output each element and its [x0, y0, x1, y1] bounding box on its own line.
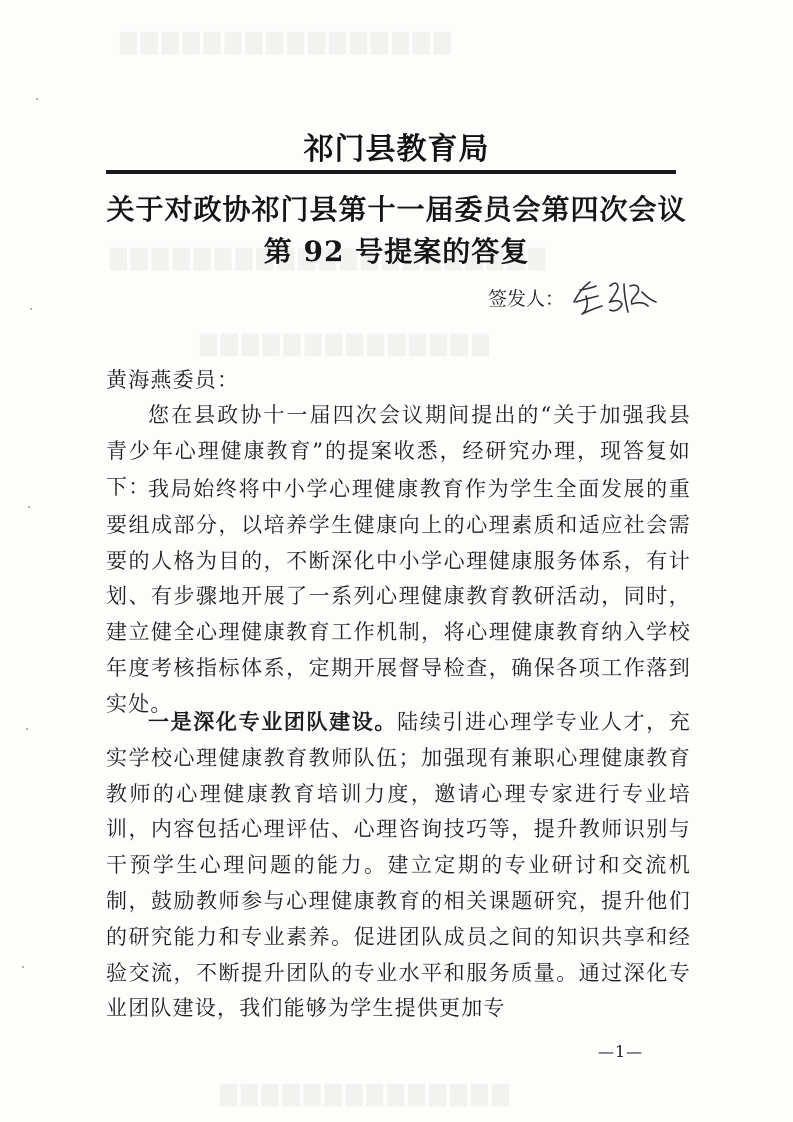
- scan-speck: [28, 506, 30, 508]
- handwritten-signature: [568, 272, 668, 318]
- paragraph-2-text: 我局始终将中小学心理健康教育作为学生全面发展的重要组成部分，以培养学生健康向上的心理素质和适应社会需要的人格为目的，不断深化中小学心理健康服务体系，有计划、有步骤地开展了一系列心理健康教育教研活动，同时，建立健全心理健康教育工作机制，将心理健康教育纳入学校年度考核指标体系，定期开展督导检查，确保各项工作落到实处。: [106, 477, 691, 716]
- paragraph-2: [106, 472, 691, 723]
- signer-label: 签发人：: [488, 288, 565, 310]
- salutation: 黄海燕委员：: [106, 368, 240, 392]
- document-title-line-2: 第 92 号提案的答复: [263, 235, 530, 268]
- paragraph-3-lead: 一是深化专业团队建设。: [148, 709, 398, 734]
- paragraph-1-text: 您在县政协十一届四次会议期间提出的“关于加强我县青少年心理健康教育”的提案收悉，经研究办理，现答复如下：: [106, 403, 691, 499]
- show-through-text: [120, 30, 455, 55]
- paragraph-3-text: 陆续引进心理学专业人才，充实学校心理健康教育教师队伍；加强现有兼职心理健康教育教师的心理健康教育培训力度，邀请心理专家进行专业培训，内容包括心理评估、心理咨询技巧等，提升教师识别与干预学生心理问题的能力。建立定期的专业研讨和交流机制，鼓励教师参与心理健康教育的相关课题研究，提升他们的研究能力和专业素养。促进团队成员之间的知识共享和经验交流，不断提升团队的专业水平和服务质量。通过深化专业团队建设，我们能够为学生提供更加专: [106, 710, 691, 1021]
- show-through-text: [200, 332, 493, 357]
- header-rule: [106, 170, 676, 174]
- scan-speck: [36, 98, 38, 100]
- paragraph-3: [106, 704, 691, 1027]
- scan-speck: [26, 728, 28, 730]
- agency-header: 祁门县教育局: [303, 132, 490, 167]
- document-title-line-1: 关于对政协祁门县第十一届委员会第四次会议: [106, 193, 687, 226]
- scan-speck: [30, 308, 32, 310]
- show-through-text: [220, 1082, 513, 1107]
- page-number: —1—: [598, 1042, 644, 1061]
- scan-speck: [22, 966, 24, 968]
